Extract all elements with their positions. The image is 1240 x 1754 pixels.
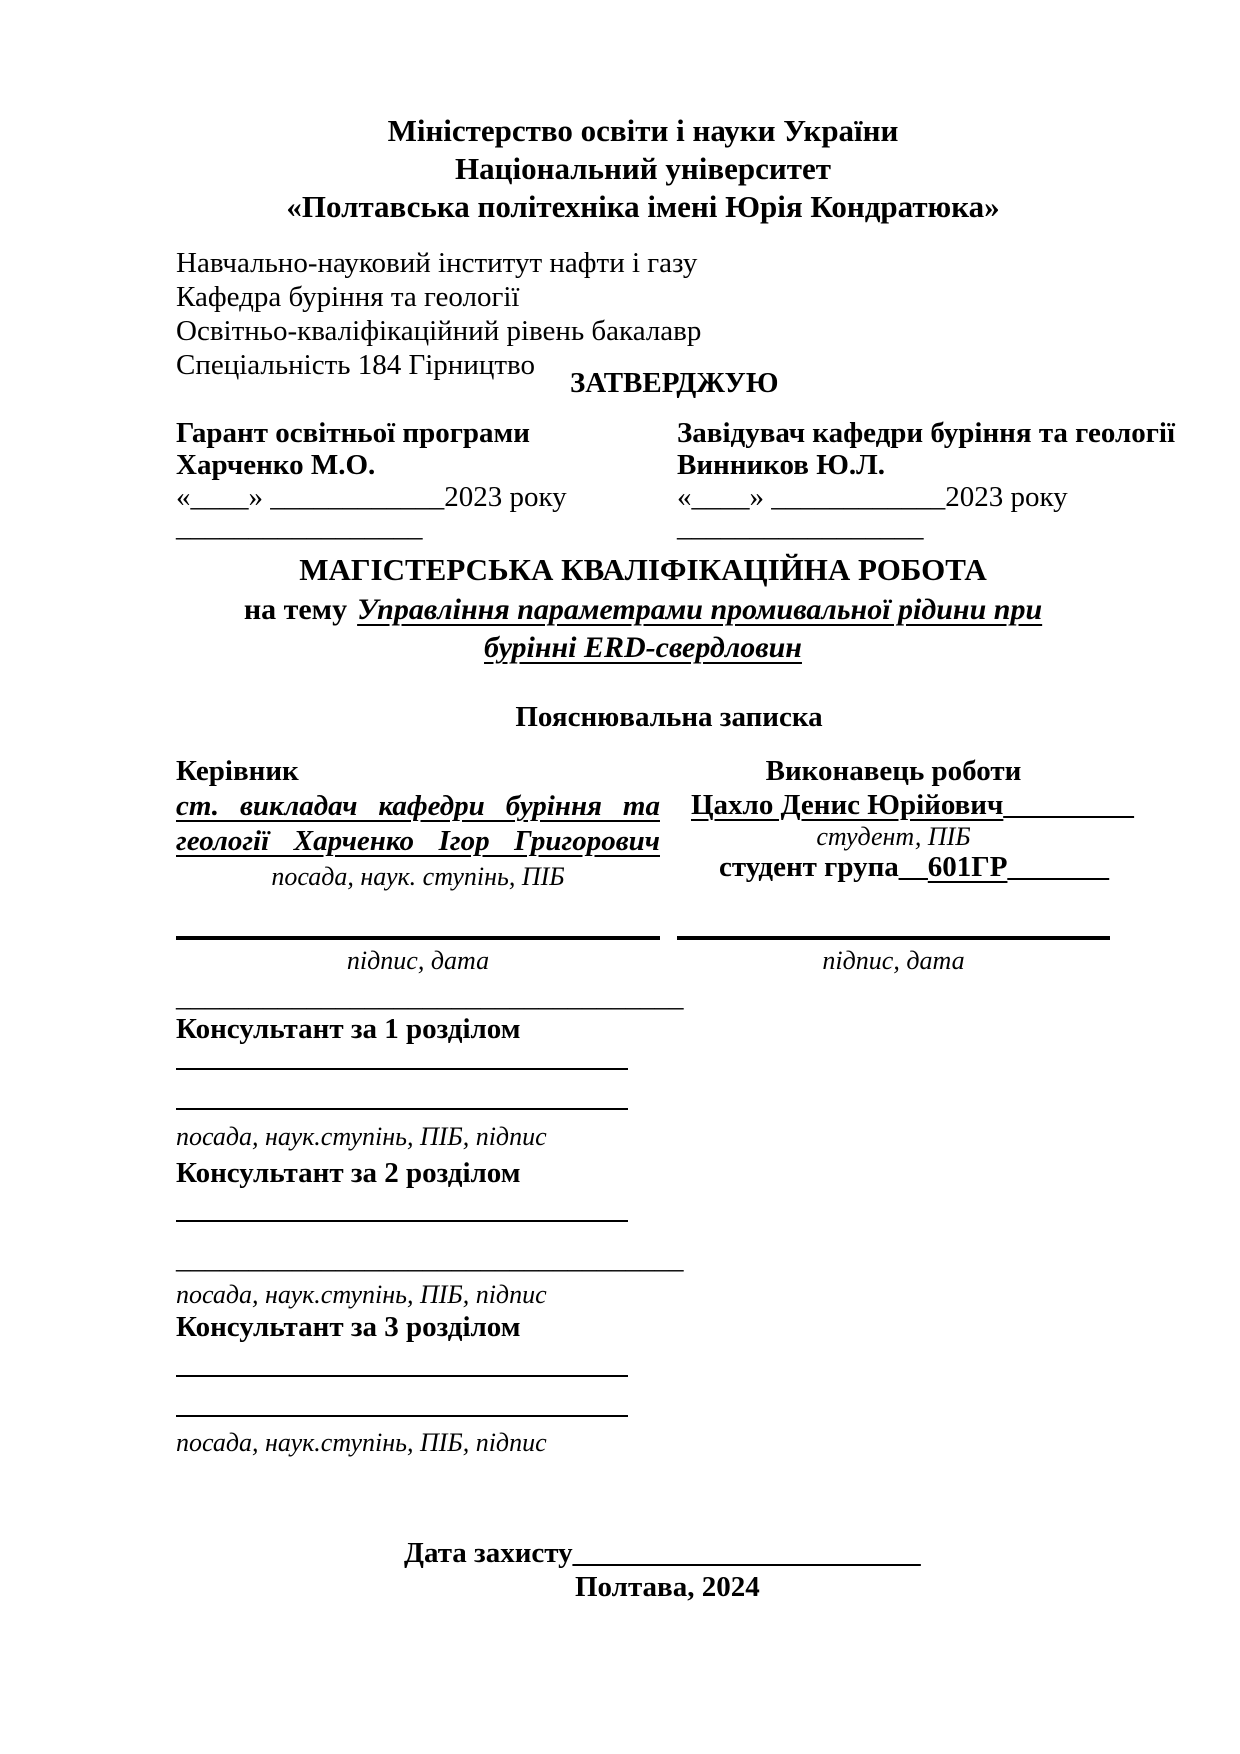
consultant-1-line-b — [176, 1108, 628, 1110]
work-type-title: МАГІСТЕРСЬКА КВАЛІФІКАЦІЙНА РОБОТА — [299, 552, 987, 587]
consultant-blank-line: ___________________________________ — [176, 981, 684, 1013]
work-theme-line2 — [176, 630, 1110, 666]
institute-block — [176, 246, 1110, 382]
defense-date-underscores: ________________________ — [572, 1537, 921, 1569]
executor-name-line — [677, 788, 1134, 822]
supervisor-position-line2: геології Харченко Ігор Григорович — [176, 825, 660, 857]
supervisor-position-line1: ст. викладач кафедри буріння та — [176, 790, 660, 822]
speciality-line: Спеціальність 184 Гірництво — [176, 349, 536, 381]
group-pre-underscore: __ — [898, 851, 928, 883]
defense-date-line — [404, 1536, 1240, 1570]
consultant-1-title: Консультант за 1 розділом — [176, 1013, 521, 1045]
approver-sign-line: _________________ — [677, 511, 924, 543]
executor-caption: студент, ПІБ — [816, 822, 971, 851]
supervisor-signature-line — [176, 936, 660, 940]
university-name: «Полтавська політехніка імені Юрія Кондратюка» — [286, 189, 1000, 224]
executor-label: Виконавець роботи — [765, 755, 1022, 787]
executor-name-trail: _________ — [1003, 789, 1134, 821]
consultant-2-line-a — [176, 1220, 628, 1222]
theme-text-part2: бурінні ERD-свердловин — [484, 631, 802, 664]
approver-name: Харченко М.О. — [176, 449, 376, 481]
consultant-3-title: Консультант за 3 розділом — [176, 1311, 521, 1343]
approver-date-line: «____» ____________2023 року — [677, 481, 1068, 513]
work-theme-line1 — [176, 592, 1110, 628]
consultant-3-caption: посада, наук.ступінь, ПІБ, підпис — [176, 1428, 547, 1457]
theme-text-part1: Управління параметрами промивальної рідини при — [357, 593, 1043, 626]
consultant-1-caption: посада, наук.ступінь, ПІБ, підпис — [176, 1122, 547, 1151]
consultant-3-line-a — [176, 1375, 628, 1377]
approve-label: ЗАТВЕРДЖУЮ — [570, 367, 779, 399]
supervisor-sign-caption: підпис, дата — [346, 946, 490, 975]
approver-role: Гарант освітньої програми — [176, 417, 531, 449]
executor-group-line — [677, 850, 1110, 884]
approver-role: Завідувач кафедри буріння та геології — [677, 417, 1175, 449]
qualification-line: Освітньо-кваліфікаційний рівень бакалавр — [176, 315, 702, 347]
group-prefix: студент група — [719, 851, 899, 883]
university-title: Національний університет — [455, 151, 831, 186]
supervisor-caption: посада, наук. ступінь, ПІБ — [271, 862, 565, 891]
consultant-1-line-a — [176, 1068, 628, 1070]
supervisor-label: Керівник — [176, 755, 299, 787]
department-line: Кафедра буріння та геології — [176, 281, 520, 313]
consultant-2-title: Консультант за 2 розділом — [176, 1157, 521, 1189]
consultant-2-line-b: ___________________________________ — [176, 1243, 684, 1275]
approver-name: Винников Ю.Л. — [677, 449, 885, 481]
approver-sign-line: _________________ — [176, 511, 423, 543]
consultant-2-caption: посада, наук.ступінь, ПІБ, підпис — [176, 1280, 547, 1309]
approver-date-line: «____» ____________2023 року — [176, 481, 567, 513]
consultant-3-line-b — [176, 1415, 628, 1417]
executor-signature-line — [677, 936, 1110, 940]
executor-sign-caption: підпис, дата — [822, 946, 965, 975]
page-content — [176, 0, 1175, 1754]
defense-date-label: Дата захисту — [404, 1537, 573, 1569]
executor-name: Цахло Денис Юрійович — [691, 789, 1004, 821]
ministry-title: Міністерство освіти і науки України — [387, 113, 899, 148]
city-year: Полтава, 2024 — [575, 1571, 760, 1603]
group-value: 601ГР — [927, 851, 1008, 883]
institute-line: Навчально-науковий інститут нафти і газу — [176, 247, 698, 279]
work-subtitle: Пояснювальна записка — [515, 701, 823, 733]
group-trail: _______ — [1007, 851, 1109, 883]
theme-prefix: на тему — [243, 593, 348, 626]
